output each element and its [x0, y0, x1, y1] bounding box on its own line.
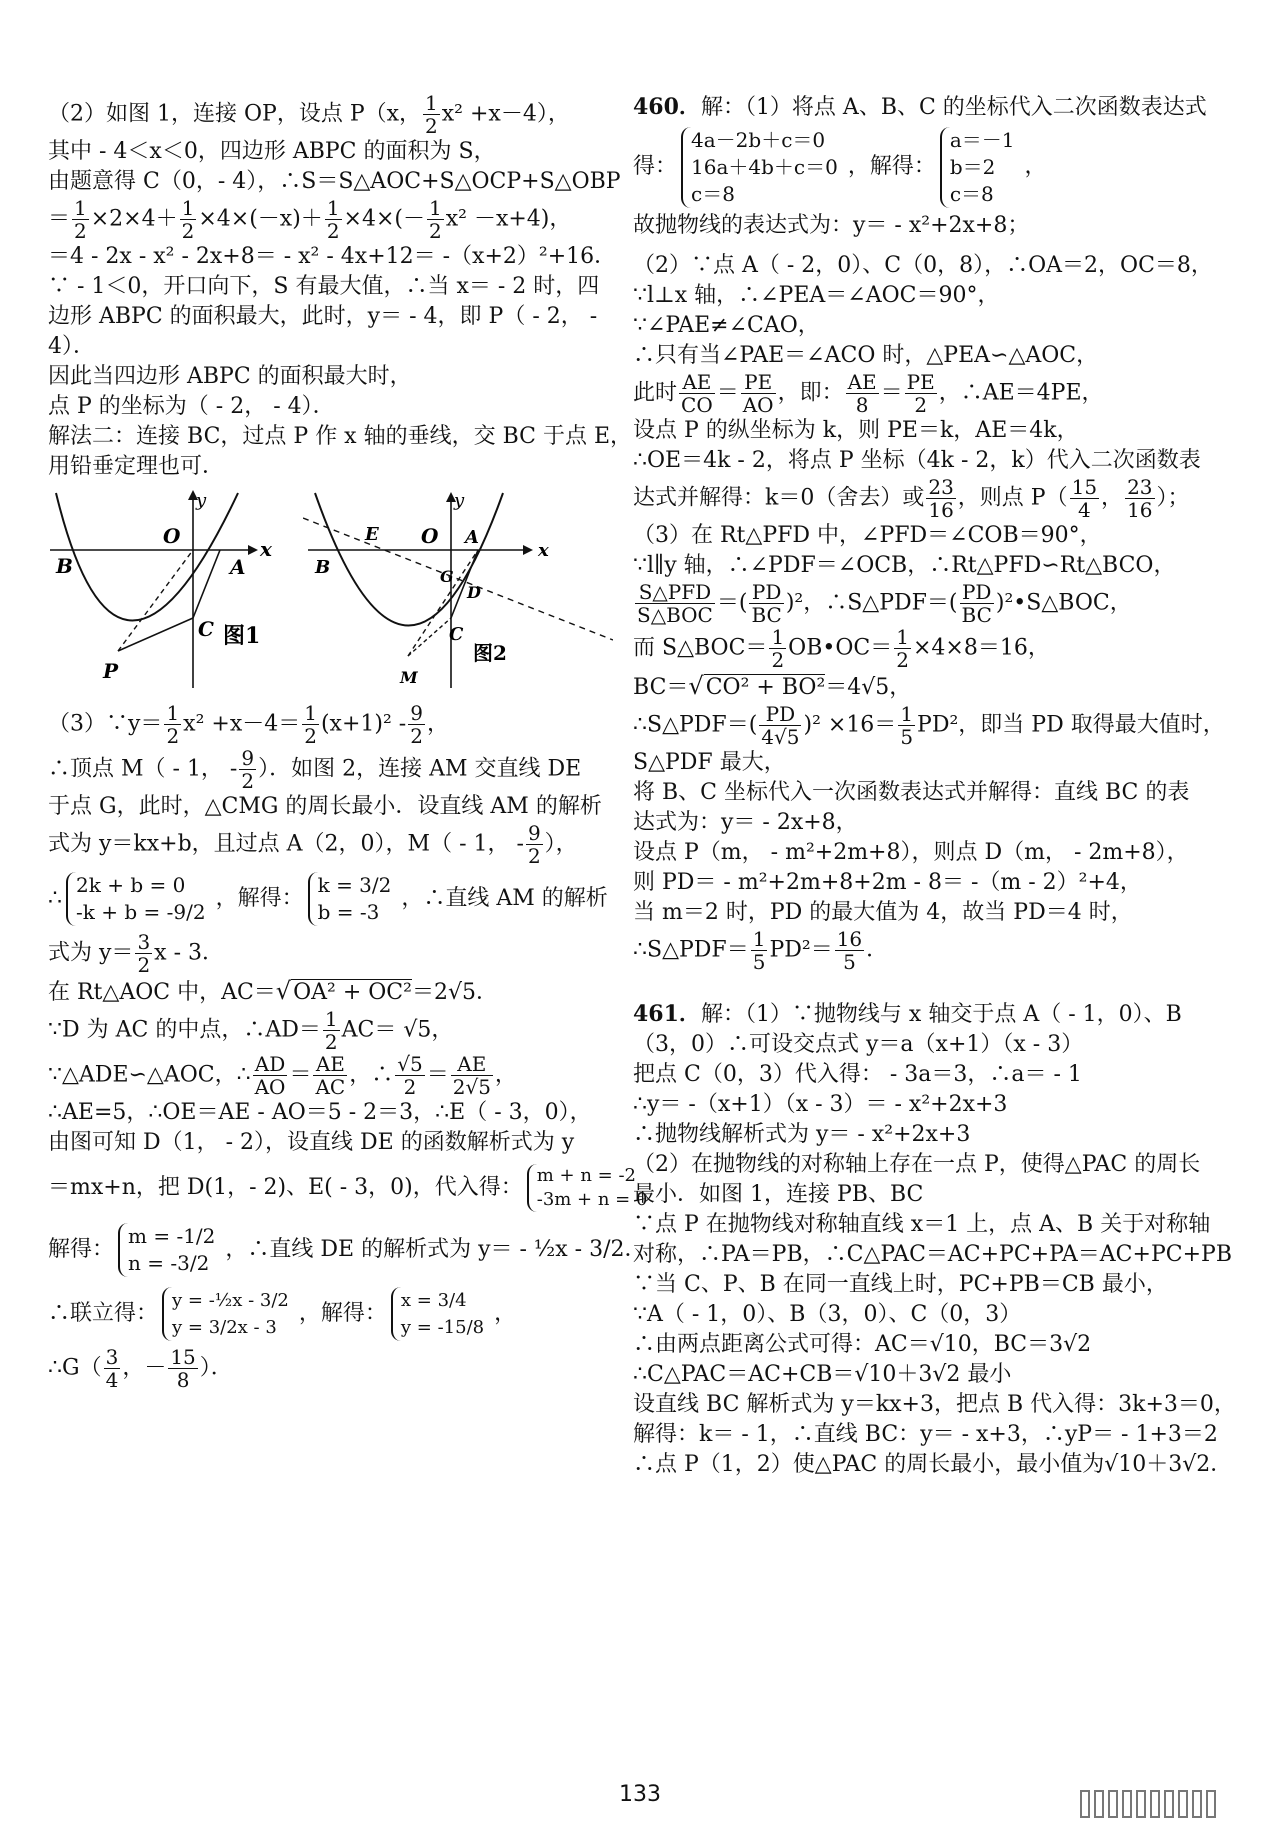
fraction: $\frac{√5}{2}$ [397, 1052, 423, 1099]
text-line: 式为 y＝kx+b，且过点 A（2，0），M（ - 1， - $\frac{9}{2}$ ）， [48, 821, 578, 868]
text-line: ∴AE=5，∴OE＝AE - AO＝5 - 2＝3，∴E（ - 3，0）， [48, 1100, 592, 1125]
text-line: 设点 P 的纵坐标为 k，则 PE＝k，AE＝4k， [633, 418, 1079, 443]
text-line: 故抛物线的表达式为：y＝ - x²+2x+8； [633, 213, 1030, 238]
fraction: $\frac{\text{S△PFD}}{\text{S△BOC}}$ [637, 580, 713, 627]
text-line: 其中 - 4＜x＜0，四边形 ABPC 的面积为 S， [48, 139, 496, 164]
fig2-label: E [365, 524, 379, 545]
equation-system: 2k + b = 0 -k + b = -9/2 [66, 872, 212, 926]
fraction: $\frac{AE}{AC}$ [315, 1052, 346, 1099]
equation-system: y = -½x - 3/2 y = 3/2x - 3 [162, 1287, 295, 1341]
fraction: $\frac{1}{2}$ [166, 701, 180, 748]
text-line [48, 92, 618, 137]
text-line: ∵D 为 AC 的中点，∴AD＝ $\frac{1}{2}$ AC＝ √5， [48, 1007, 454, 1054]
text-line: ∴只有当∠PAE＝∠ACO 时，△PEA∽△AOC， [633, 343, 1099, 368]
fig1-label: B [56, 554, 73, 578]
text-line: 因此当四边形 ABPC 的面积最大时， [48, 364, 412, 389]
fig2-label: M [400, 668, 418, 687]
text-line: $\frac{\text{S△PFD}}{\text{S△BOC}}$ ＝( $\frac{PD}{BC}$ )²，∴S△PDF＝( $\frac{PD}{BC}$ )²•S△BOC， [637, 580, 1132, 627]
text-line: （3，0）∴可设交点式 y＝a（x+1）（x - 3） [633, 1032, 1084, 1057]
fraction: $\frac{1}{2}$ [324, 1007, 338, 1054]
fig1-label: A [230, 555, 246, 579]
dashed-line-am [408, 550, 478, 656]
fraction: $\frac{1}{2}$ [771, 625, 785, 672]
x-axis-arrow-icon [248, 545, 258, 555]
text-line: ∴ 2k + b = 0 -k + b = -9/2 ，解得： k = 3/2 b = -3 ，∴直线 AM 的解析 [48, 873, 608, 924]
equation-system: m + n = -2 -3m + n = 0 [527, 1164, 654, 1212]
text-line: 设点 P（m， - m²+2m+8），则点 D（m， - 2m+8）， [633, 840, 1189, 865]
text-line: （3）在 Rt△PFD 中，∠PFD＝∠COB＝90°， [633, 523, 1102, 548]
text-line: 解得： m = -1/2 n = -3/2 ，∴直线 DE 的解析式为 y＝ - ½x - 3/2． [48, 1224, 647, 1275]
text-line: 解得：k＝ - 1，∴直线 BC：y＝ - x+3，∴yP＝ - 1+3＝2 [633, 1422, 1218, 1447]
text-line: 点 P 的坐标为（ - 2， - 4）． [48, 394, 335, 419]
fraction: $\frac{1}{2}$ [181, 196, 195, 243]
text-line: 在 Rt△AOC 中，AC＝√OA² + OC²＝2√5． [48, 977, 498, 1005]
figure-2 [303, 488, 613, 693]
text-line: （3）∵y＝ $\frac{1}{2}$ x² +x－4＝ $\frac{1}{2}$ (x+1)² - $\frac{9}{2}$ ， [48, 701, 449, 748]
fig1-label: y [196, 490, 207, 511]
equation-system: a＝－1 b＝2 c＝8 [940, 127, 1021, 208]
text-line: ∴联立得： y = -½x - 3/2 y = 3/2x - 3 ，解得： x = 3/4 y = -15/8 ， [48, 1282, 618, 1346]
text-line: 将 B、C 坐标代入一次函数表达式并解得：直线 BC 的表 [633, 780, 1190, 805]
text-line: ∵点 P 在抛物线对称轴直线 x＝1 上，点 A、B 关于对称轴 [633, 1212, 1211, 1237]
fraction: $\frac{PD}{BC}$ [961, 580, 992, 627]
figure-caption: 图1 [223, 623, 261, 649]
fraction: $\frac{PE}{AO}$ [742, 370, 774, 417]
text-line: 4）． [48, 334, 95, 359]
fraction: $\frac{1}{2}$ [74, 196, 87, 243]
text: （2）如图 1，连接 OP，设点 P（x， [48, 101, 422, 127]
fig2-label: B [315, 557, 331, 578]
fraction: $\frac{16}{5}$ [836, 927, 863, 974]
dashed-line-de [303, 518, 613, 640]
fraction: $\frac{PD}{4√5}$ [761, 702, 800, 749]
text-line: 于点 G，此时，△CMG 的周长最小．设直线 AM 的解析 [48, 794, 602, 819]
fraction: $\frac{3}{4}$ [105, 1345, 119, 1392]
text-line: ∵l⊥x 轴，∴∠PEA＝∠AOC＝90°， [633, 283, 1000, 308]
text-line: 达式并解得：k＝0（舍去）或 $\frac{23}{16}$ ，则点 P（ $\frac{15}{4}$ ， $\frac{23}{16}$ ）； [633, 475, 1190, 522]
text-line: 最小．如图 1，连接 PB、BC [633, 1182, 924, 1207]
fig1-label: x [260, 537, 272, 561]
figures-area [48, 488, 618, 698]
equation-system: 4a－2b＋c＝0 16a＋4b＋c＝0 c＝8 [681, 127, 844, 208]
text-line: 460．解：（1）将点 A、B、C 的坐标代入二次函数表达式 [633, 94, 1207, 120]
fraction: $\frac{9}{2}$ [410, 701, 423, 748]
text-line: 当 m＝2 时，PD 的最大值为 4，故当 PD＝4 时， [633, 900, 1133, 925]
fraction: $\frac{9}{2}$ [527, 821, 541, 868]
fraction: $\frac{1}{2}$ [326, 196, 340, 243]
dashed-op [118, 550, 193, 651]
parabola [56, 493, 238, 621]
fraction: $\frac{PD}{BC}$ [751, 580, 782, 627]
text-line: ∴S△PDF＝ $\frac{1}{5}$ PD²＝ $\frac{16}{5}$ ． [633, 927, 889, 974]
problem-number: 461． [633, 1001, 701, 1027]
fraction: $\frac{AE}{2√5}$ [452, 1052, 491, 1099]
text-line: ∵ - 1＜0，开口向下，S 有最大值，∴当 x＝ - 2 时，四 [48, 274, 600, 299]
text-line: ∴顶点 M（ - 1， - $\frac{9}{2}$ ）．如图 2，连接 AM 交直线 DE [48, 746, 582, 793]
fraction: $\frac{1}{5}$ [752, 927, 766, 974]
fraction: $\frac{23}{16}$ [1127, 475, 1153, 522]
x-axis-arrow-icon [523, 545, 533, 555]
fig2-label: C [449, 624, 464, 645]
text-line: 用铅垂定理也可． [48, 454, 225, 479]
text-line: ∵△ADE∽△AOC，∴ $\frac{AD}{AO}$ ＝ $\frac{AE}{AC}$ ，∴ $\frac{√5}{2}$ ＝ $\frac{AE}{2√5}$ ， [48, 1052, 517, 1099]
equation-system: m = -1/2 n = -3/2 [118, 1223, 221, 1277]
fig1-label: C [198, 617, 214, 641]
text-line: ∴抛物线解析式为 y＝ - x²+2x+3 [633, 1122, 971, 1147]
segment-ca [193, 550, 220, 618]
text-line: ∴G（ $\frac{3}{4}$ ，－ $\frac{15}{8}$ ）． [48, 1345, 233, 1392]
text-line: 而 S△BOC＝ $\frac{1}{2}$ OB•OC＝ $\frac{1}{2}$ ×4×8＝16， [633, 625, 1050, 672]
right-column [633, 92, 1236, 1480]
text-line: 461．解：（1）∵抛物线与 x 轴交于点 A（ - 1，0）、B [633, 1001, 1182, 1027]
problem-number: 460． [633, 94, 701, 120]
fig2-label: D [467, 583, 481, 602]
equation-system: k = 3/2 b = -3 [308, 872, 398, 926]
fraction: $\frac{1}{2}$ [304, 701, 317, 748]
fraction: $\frac{15}{8}$ [170, 1345, 196, 1392]
text-line: 由题意得 C（0，- 4），∴S＝S△AOC+S△OCP+S△OBP [48, 169, 621, 194]
text-line: 达式为：y＝ - 2x+8， [633, 810, 858, 835]
text-line: BC＝√CO² + BO²＝4√5， [633, 672, 912, 700]
fig1-label: O [163, 524, 181, 548]
text-line: 设直线 BC 解析式为 y＝kx+3，把点 B 代入得：3k+3＝0， [633, 1392, 1236, 1417]
fraction: $\frac{AE}{8}$ [847, 370, 877, 417]
fig1-label: P [103, 659, 119, 683]
fig2-label: A [465, 527, 479, 548]
fraction: $\frac{1}{2}$ [896, 625, 909, 672]
text-line: ∵当 C、P、B 在同一直线上时，PC+PB＝CB 最小， [633, 1272, 1168, 1297]
text-line: ∴由两点距离公式可得：AC＝√10，BC＝3√2 [633, 1332, 1092, 1357]
text-line: ∴点 P（1，2）使△PAC 的周长最小，最小值为√10＋3√2． [633, 1452, 1233, 1477]
text-line: 边形 ABPC 的面积最大，此时，y＝ - 4，即 P（ - 2， - [48, 304, 598, 329]
text-line: （2）在抛物线的对称轴上存在一点 P，使得△PAC 的周长 [633, 1152, 1201, 1177]
fraction: $\frac{1}{5}$ [900, 702, 914, 749]
text-line: ∴C△PAC＝AC+CB＝√10＋3√2 最小 [633, 1362, 1012, 1387]
text-line: 由图可知 D（1， - 2），设直线 DE 的函数解析式为 y [48, 1130, 575, 1155]
fig2-label: x [538, 540, 549, 561]
fig2-label: O [421, 524, 439, 548]
text-line: 解法二：连接 BC，过点 P 作 x 轴的垂线，交 BC 于点 E， [48, 424, 633, 449]
figure-caption: 图2 [473, 641, 507, 665]
page-number: 133 [619, 1782, 661, 1807]
text: x² +x－4）， [441, 101, 570, 127]
text-line: S△PDF 最大， [633, 750, 786, 775]
fig2-label: G [440, 567, 454, 586]
text-line: 得： 4a－2b＋c＝0 16a＋4b＋c＝0 c＝8 ，解得： a＝－1 b＝2 c＝8 ， [633, 127, 1047, 206]
fraction: $\frac{PE}{2}$ [906, 370, 935, 417]
text-line: ∴y＝ -（x+1）（x - 3）＝ - x²+2x+3 [633, 1092, 1008, 1117]
figure-1 [48, 488, 298, 693]
text-line: ∵∠PAE≠∠CAO， [633, 313, 820, 338]
text-line: 则 PD＝ - m²+2m+8+2m - 8＝ -（m - 2）²+4， [633, 870, 1142, 895]
fraction: $\frac{23}{16}$ [928, 475, 954, 522]
text-line: （2）∵点 A（ - 2，0）、C（0，8），∴OA＝2，OC＝8， [633, 253, 1213, 278]
fraction: $\frac{AE}{CO}$ [681, 370, 713, 417]
text-line: 式为 y＝ $\frac{3}{2}$ x - 3． [48, 930, 224, 977]
fraction: $\frac{3}{2}$ [137, 930, 151, 977]
text-line: 把点 C（0，3）代入得： - 3a＝3，∴a＝ - 1 [633, 1062, 1082, 1087]
text-line: 对称，∴PA＝PB，∴C△PAC＝AC+PC+PA＝AC+PC+PB [633, 1242, 1232, 1267]
equation-system: x = 3/4 y = -15/8 [391, 1287, 490, 1341]
fig2-label: y [454, 490, 465, 511]
fraction: $\frac{AD}{AO}$ [254, 1052, 286, 1099]
watermark-icon [1080, 1790, 1250, 1816]
fraction: $\frac{1}{2}$ [425, 91, 438, 138]
text-line: 此时 $\frac{AE}{CO}$ ＝ $\frac{PE}{AO}$ ，即： $\frac{AE}{8}$ ＝ $\frac{PE}{2}$ ，∴AE＝4PE， [633, 370, 1104, 417]
left-column [48, 91, 648, 1392]
text-line: ∴S△PDF＝( $\frac{PD}{4√5}$ )² ×16＝ $\frac{1}{5}$ PD²，即当 PD 取得最大值时， [633, 702, 1225, 749]
text-line: ＝mx+n，把 D(1，- 2)、E( - 3，0)，代入得： m + n = -2 -3m + n = 0 [48, 1158, 618, 1218]
text-line: ∴OE＝4k - 2，将点 P 坐标（4k - 2，k）代入二次函数表 [633, 448, 1201, 473]
segment-pc [118, 618, 193, 651]
text-line: ∵A（ - 1，0）、B（3，0）、C（0，3） [633, 1302, 1022, 1327]
text-line: ∵l∥y 轴，∴∠PDF＝∠OCB，∴Rt△PFD∽Rt△BCO， [633, 553, 1176, 578]
fraction: $\frac{9}{2}$ [241, 746, 255, 793]
fraction: $\frac{15}{4}$ [1071, 475, 1098, 522]
text-line: ＝ $\frac{1}{2}$ ×2×4＋ $\frac{1}{2}$ ×4×(－x)＋ $\frac{1}{2}$ ×4×(－ $\frac{1}{2}$ x² －x+4)， [48, 196, 572, 243]
text-line: ＝4 - 2x - x² - 2x+8＝ - x² - 4x+12＝ -（x+2）²+16． [48, 244, 617, 269]
fraction: $\frac{1}{2}$ [429, 196, 442, 243]
